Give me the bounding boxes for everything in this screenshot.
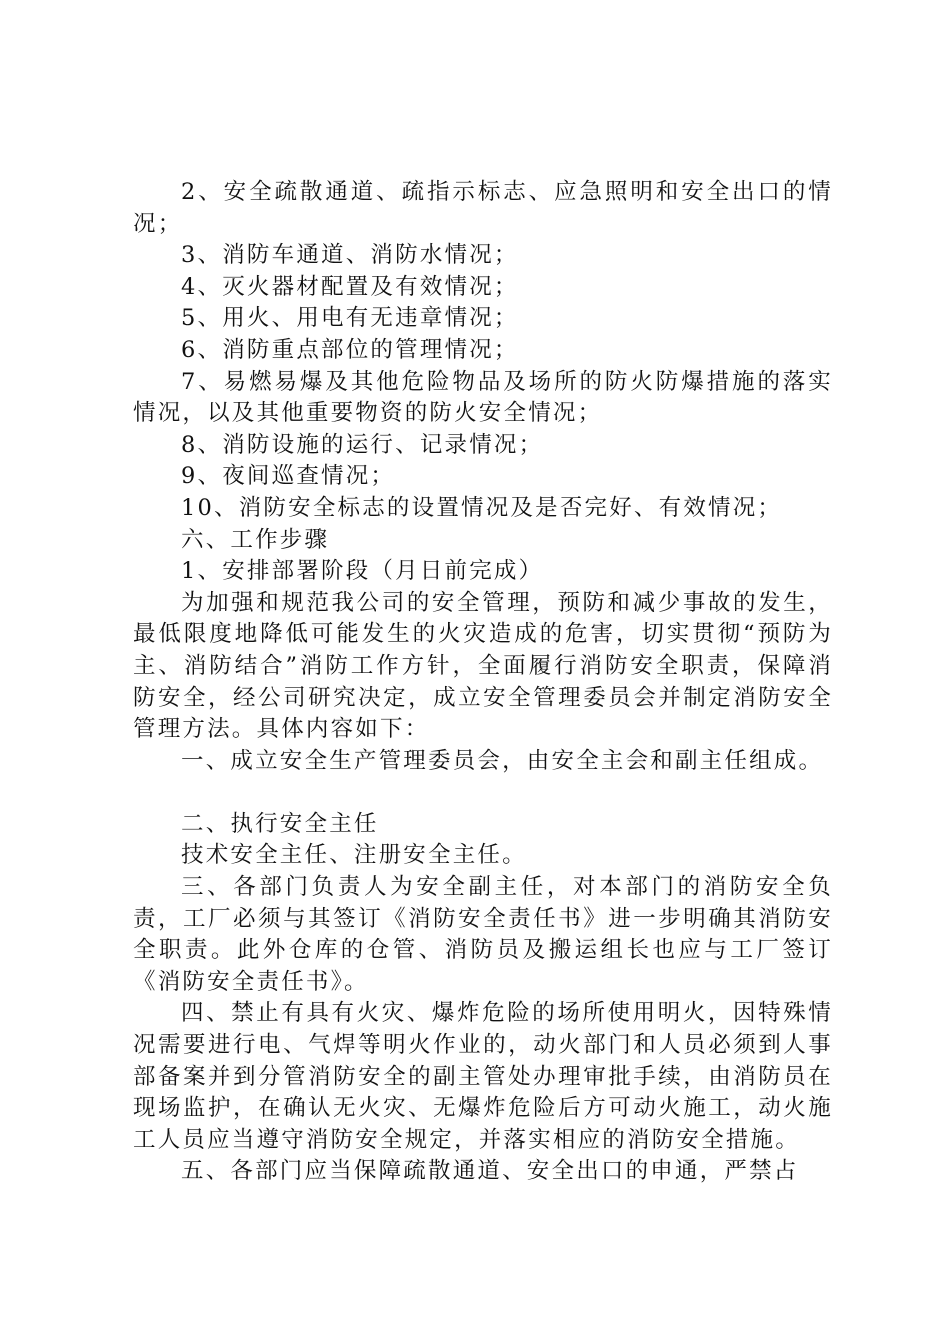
paragraph-item-two: 二、执行安全主任 <box>181 810 379 837</box>
paragraph-item-four: 四、禁止有具有火灾、爆炸危险的场所使用明火，因特殊情况需要进行电、气焊等明火作业的，动火部门和人员必须到人事部备案并到分管消防安全的副主管处办理审批手续，由消防员在现场监护，在确认无火灾、无爆炸危险后方可动火施工，动火施工人员应当遵守消防安全规定，并落实相应的消防安全措施。 <box>133 1000 833 1153</box>
list-item-key-areas: 6、消防重点部位的管理情况； <box>181 336 519 363</box>
list-item-fire-lane: 3、消防车通道、消防水情况； <box>181 242 519 269</box>
list-item-facilities: 8、消防设施的运行、记录情况； <box>181 431 544 458</box>
list-item-evacuation: 2、安全疏散通道、疏指示标志、应急照明和安全出口的情况； <box>133 179 833 237</box>
paragraph-technical-director: 技术安全主任、注册安全主任。 <box>181 842 527 869</box>
list-item-flammables: 7、易燃易爆及其他危险物品及场所的防火防爆措施的落实情况，以及其他重要物资的防火安全情况； <box>133 368 833 427</box>
list-item-extinguishers: 4、灭火器材配置及有效情况； <box>181 273 519 300</box>
subheading-deployment-stage: 1、安排部署阶段（月日前完成） <box>181 558 544 585</box>
paragraph-item-five: 五、各部门应当保障疏散通道、安全出口的申通，严禁占 <box>181 1158 799 1185</box>
list-item-night-patrol: 9、夜间巡查情况； <box>181 463 396 490</box>
section-heading-work-steps: 六、工作步骤 <box>181 526 330 553</box>
paragraph-introduction: 为加强和规范我公司的安全管理，预防和减少事故的发生，最低限度地降低可能发生的火灾造成的危害，切实贯彻“预防为主、消防结合”消防工作方针，全面履行消防安全职责，保障消防安全，经公司研究决定，成立安全管理委员会并制定消防安全管理方法。具体内容如下： <box>133 589 833 743</box>
document-body <box>133 177 833 1188</box>
paragraph-item-three: 三、各部门负责人为安全副主任，对本部门的消防安全负责，工厂必须与其签订《消防安全责任书》进一步明确其消防安全职责。此外仓库的仓管、消防员及搬运组长也应与工厂签订《消防安全责任书》。 <box>133 874 833 995</box>
paragraph-item-one: 一、成立安全生产管理委员会，由安全主会和副主任组成。 <box>181 747 824 774</box>
blank-line <box>133 777 833 809</box>
list-item-fire-electricity: 5、用火、用电有无违章情况； <box>181 305 519 332</box>
list-item-signs: 10、消防安全标志的设置情况及是否完好、有效情况； <box>181 494 783 521</box>
